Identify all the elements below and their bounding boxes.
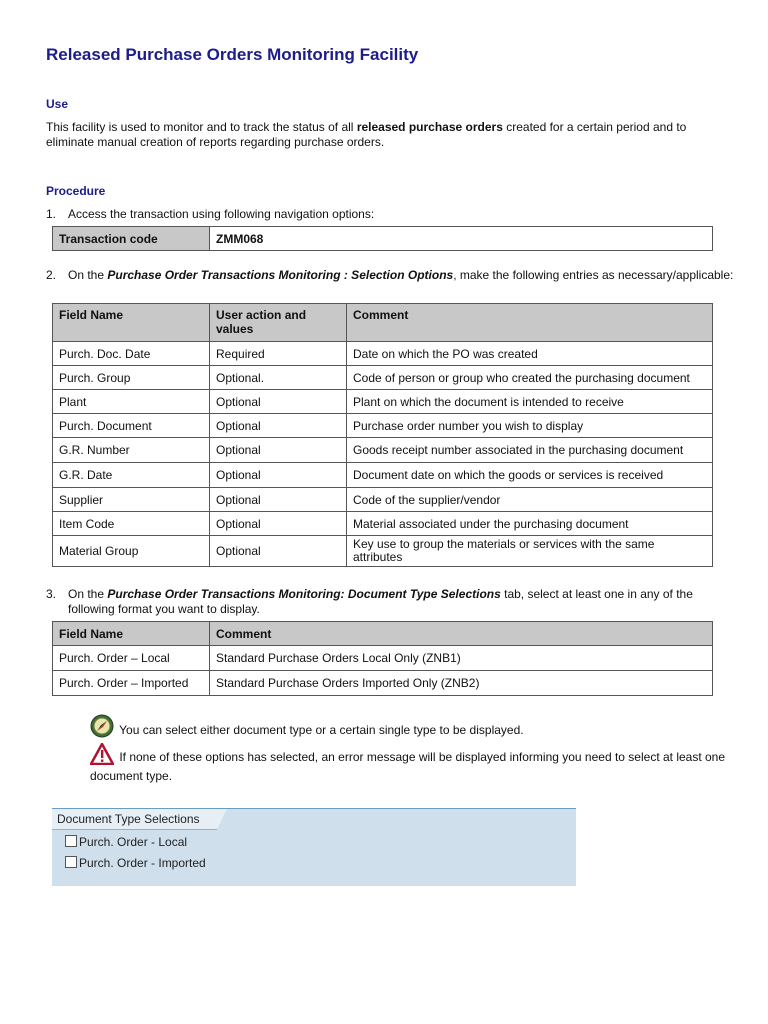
table-cell: Optional [210,463,347,488]
table-cell: G.R. Number [53,438,210,463]
step-text-part: tab, select at least one in any of the following format you want to display. [68,587,693,616]
use-text-bold: released purchase orders [356,120,503,134]
panel-tab-edge [217,809,227,829]
step-number: 1. [46,207,57,221]
checkbox-purch-order-imported[interactable] [65,855,206,871]
use-text [46,120,736,150]
selection-options-table [52,303,713,567]
step-2 [46,268,736,283]
step-number: 2. [46,268,57,282]
panel-tab-label[interactable]: Document Type Selections [52,809,217,830]
table-header: Comment [347,304,713,342]
transaction-code-label: Transaction code [53,227,210,251]
warning-icon [90,743,114,769]
table-row [53,512,713,536]
table-row [53,342,713,366]
table-row [53,671,713,696]
transaction-code-table [52,226,713,251]
table-cell: Plant [53,390,210,414]
step-text [68,268,736,283]
step-text-part: , make the following entries as necessary/applicable: [453,268,734,282]
table-cell: Purch. Group [53,366,210,390]
use-text-part: created for a certain period and to eliminate manual creation of reports regarding purchase orders. [46,120,687,149]
table-header: Field Name [53,622,210,646]
screen-name: Purchase Order Transactions Monitoring : Selection Options [107,268,454,282]
table-row [53,488,713,512]
table-cell: Material associated under the purchasing document [347,512,713,536]
table-cell: Optional. [210,366,347,390]
table-cell: Required [210,342,347,366]
step-number: 3. [46,587,57,601]
document-type-selections-panel [52,808,576,886]
table-row [53,646,713,671]
use-heading: Use [46,97,69,111]
screen-name: Purchase Order Transactions Monitoring: Document Type Selections [107,587,501,601]
step-1 [46,207,736,222]
step-text [68,587,736,617]
table-cell: Purch. Document [53,414,210,438]
transaction-code-value: ZMM068 [210,227,713,251]
document-type-table [52,621,713,696]
table-cell: Purch. Doc. Date [53,342,210,366]
tip-icon [90,714,114,742]
table-cell: Purch. Order – Local [53,646,210,671]
page-title: Released Purchase Orders Monitoring Facility [46,45,419,64]
table-cell: Material Group [53,536,210,567]
table-cell: Goods receipt number associated in the purchasing document [347,438,713,463]
table-row [53,463,713,488]
step-text-part: On the [68,587,108,601]
step-3 [46,587,736,617]
checkbox-box[interactable] [65,835,77,847]
table-cell: Optional [210,488,347,512]
table-cell: G.R. Date [53,463,210,488]
table-row [53,366,713,390]
table-cell: Key use to group the materials or services with the same attributes [347,536,713,567]
step-text-part: On the [68,268,108,282]
table-cell: Supplier [53,488,210,512]
table-cell: Date on which the PO was created [347,342,713,366]
table-cell: Document date on which the goods or services is received [347,463,713,488]
table-cell: Code of the supplier/vendor [347,488,713,512]
checkbox-label: Purch. Order - Imported [79,856,206,870]
tip-text: You can select either document type or a certain single type to be displayed. [116,723,524,737]
table-row [53,390,713,414]
table-cell: Plant on which the document is intended to receive [347,390,713,414]
checkbox-label: Purch. Order - Local [79,835,188,849]
tip-note [90,714,730,742]
table-header: Field Name [53,304,210,342]
procedure-heading: Procedure [46,184,106,198]
table-row [53,536,713,567]
use-text-part: This facility is used to monitor and to track the status of all [46,120,357,134]
table-cell: Code of person or group who created the purchasing document [347,366,713,390]
checkbox-box[interactable] [65,856,77,868]
warning-text: If none of these options has selected, an error message will be displayed informing you need to select at least one document type. [90,750,726,783]
table-row [53,438,713,463]
table-row [53,414,713,438]
table-cell: Optional [210,414,347,438]
table-header: User action and values [210,304,347,342]
table-cell: Purch. Order – Imported [53,671,210,696]
table-cell: Standard Purchase Orders Local Only (ZNB1) [210,646,713,671]
table-header: Comment [210,622,713,646]
table-cell: Optional [210,512,347,536]
table-cell: Purchase order number you wish to display [347,414,713,438]
table-cell: Standard Purchase Orders Imported Only (ZNB2) [210,671,713,696]
table-cell: Optional [210,390,347,414]
table-cell: Optional [210,536,347,567]
checkbox-purch-order-local[interactable] [65,834,187,850]
table-cell: Item Code [53,512,210,536]
table-cell: Optional [210,438,347,463]
step-text: Access the transaction using following navigation options: [68,207,375,221]
warning-note [90,743,730,784]
